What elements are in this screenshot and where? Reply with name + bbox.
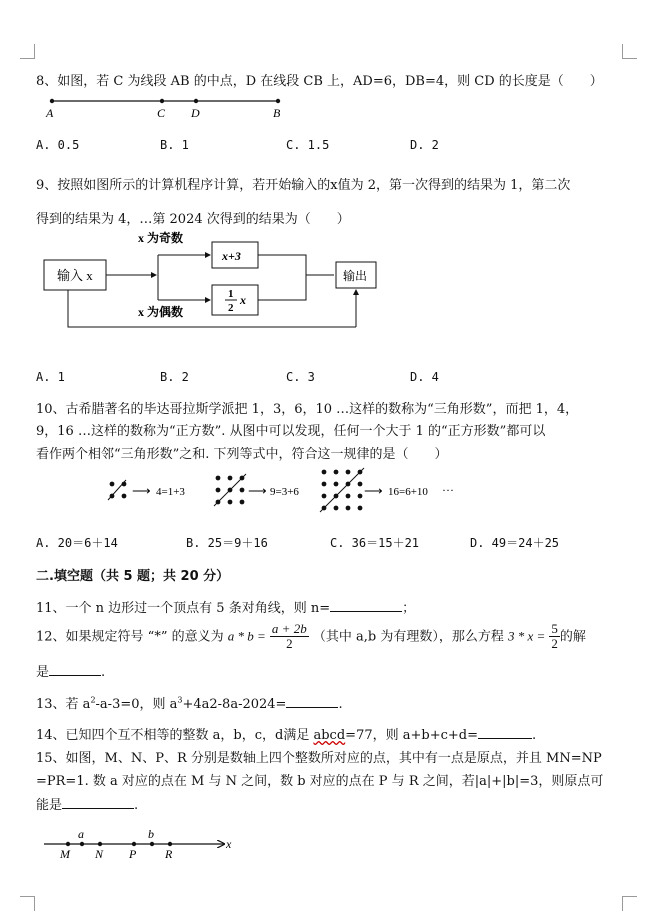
question-12-line-2 xyxy=(36,661,105,680)
label-n: N xyxy=(95,847,104,861)
square-2x2 xyxy=(108,480,126,500)
q10-dot-diagrams xyxy=(100,466,470,520)
q12-pre: 12、如果规定符号 “*” 的意义为 xyxy=(36,629,224,645)
equation-16: 16=6+10 xyxy=(388,486,428,498)
point-m xyxy=(66,842,70,846)
q12-def-fraction xyxy=(270,622,309,652)
q14-underlined: abcd xyxy=(313,728,346,743)
even-op-variable: x xyxy=(240,293,246,307)
odd-operation: x+3 xyxy=(222,249,241,263)
label-b-value: b xyxy=(148,827,154,841)
question-14 xyxy=(36,724,536,743)
q12-line2: 是 xyxy=(36,665,50,680)
question-9-line-2: 得到的结果为 4，…第 2024 次得到的结果为（ ） xyxy=(36,212,350,227)
q14-pre: 14、已知四个互不相等的整数 a，b，c，d满足 xyxy=(36,728,314,743)
q11-text: 11、一个 n 边形过一个顶点有 5 条对角线，则 n= xyxy=(36,601,331,616)
q14-end: . xyxy=(531,728,537,743)
equation-4: 4=1+3 xyxy=(156,486,185,498)
q12-eq-numerator: 5 xyxy=(551,621,558,636)
corner-mark-bottom-left xyxy=(20,896,35,911)
q14-mid: =77，则 a+b+c+d= xyxy=(345,728,478,743)
q13-sup-1: 2 xyxy=(90,695,96,705)
q12-mid: （其中 a,b 为有理数），那么方程 xyxy=(312,629,504,645)
equation-9: 9=3+6 xyxy=(270,486,299,498)
even-op-numerator: 1 xyxy=(228,288,234,300)
point-d xyxy=(194,99,198,103)
q8-option-b[interactable]: B. 1 xyxy=(160,138,189,152)
q13-end: . xyxy=(338,697,343,712)
q12-post: 的解 xyxy=(559,629,586,645)
point-c xyxy=(160,99,164,103)
q14-answer-blank[interactable] xyxy=(478,726,532,739)
section-fill-in-title: 二.填空题（共 5 题；共 20 分） xyxy=(36,569,230,584)
point-b xyxy=(276,99,280,103)
label-m: M xyxy=(60,847,70,861)
q11-answer-blank[interactable] xyxy=(330,599,402,612)
question-8-text: 8、如图，若 C 为线段 AB 的中点，D 在线段 CB 上，AD=6，DB=4，则 CD 的长度是（ ） xyxy=(36,74,603,89)
q10-option-a[interactable]: A. 20＝6＋14 xyxy=(36,536,118,550)
q15-number-line xyxy=(40,826,240,866)
q8-option-d[interactable]: D. 2 xyxy=(410,138,439,152)
q13-mid-1: -a-3=0，则 a xyxy=(95,697,178,712)
q15-line3: 能是 xyxy=(36,798,63,813)
q9-option-d[interactable]: D. 4 xyxy=(410,370,439,384)
q12-eq-lhs: 3 * x = xyxy=(507,628,546,644)
q12-def-lhs: a * b = xyxy=(227,628,266,644)
q13-pre: 13、若 a xyxy=(36,697,91,712)
point-a-value xyxy=(80,842,84,846)
point-n xyxy=(98,842,102,846)
q10-option-c[interactable]: C. 36＝15＋21 xyxy=(330,536,420,550)
arrow-2: ⟶ xyxy=(248,483,267,498)
q12-answer-blank[interactable] xyxy=(49,663,101,676)
square-3x3 xyxy=(214,474,246,506)
input-label: 输入 x xyxy=(57,268,93,283)
question-10-line-3: 看作两个相邻“三角形数”之和. 下列等式中，符合这一规律的是（ ） xyxy=(36,447,448,462)
label-d: D xyxy=(191,106,200,120)
label-b: B xyxy=(273,106,281,120)
question-10-line-2: 9，16 …这样的数称为“正方数”. 从图中可以发现，任何一个大于 1 的“正方形数”都可以 xyxy=(36,424,546,439)
q10-option-b[interactable]: B. 25＝9＋16 xyxy=(186,536,268,550)
label-p: P xyxy=(129,847,137,861)
q9-option-c[interactable]: C. 3 xyxy=(286,370,315,384)
point-a xyxy=(50,99,54,103)
q8-option-a[interactable]: A. 0.5 xyxy=(36,138,80,152)
point-p xyxy=(132,842,136,846)
output-label: 输出 xyxy=(343,269,368,283)
q9-option-b[interactable]: B. 2 xyxy=(160,370,189,384)
q15-answer-blank[interactable] xyxy=(62,796,134,809)
question-15-line-3 xyxy=(36,794,138,813)
axis-variable: x xyxy=(226,837,232,851)
even-condition-label: x 为偶数 xyxy=(138,305,184,319)
q8-segment-diagram xyxy=(40,92,300,122)
q12-eq-fraction xyxy=(549,622,560,652)
q9-flowchart xyxy=(40,228,390,332)
question-15-line-2: =PR=1. 数 a 对应的点在 M 与 N 之间，数 b 对应的点在 P 与 R 之间，若|a|+|b|=3，则原点可 xyxy=(36,774,604,789)
corner-mark-top-left xyxy=(20,44,35,59)
even-op-denominator: 2 xyxy=(228,302,234,314)
q13-mid-2: +4a2-8a-2024= xyxy=(182,697,287,712)
question-10-line-1: 10、古希腊著名的毕达哥拉斯学派把 1，3，6，10 …这样的数称为“三角形数”，而把 1，4， xyxy=(36,402,579,417)
arrow-3: ⟶ xyxy=(364,483,383,498)
q12-eq-denominator: 2 xyxy=(551,636,558,652)
q12-def-denominator: 2 xyxy=(286,636,293,652)
q12-def-numerator: a + 2b xyxy=(271,621,307,636)
question-9-line-1: 9、按照如图所示的计算机程序计算，若开始输入的x值为 2，第一次得到的结果为 1，第二次 xyxy=(36,178,571,193)
point-r xyxy=(168,842,172,846)
q15-end: . xyxy=(134,798,139,813)
q12-end: . xyxy=(101,665,106,680)
square-4x4 xyxy=(320,468,364,512)
question-13 xyxy=(36,693,343,712)
q13-sup-2: 3 xyxy=(177,695,183,705)
point-b-value xyxy=(150,842,154,846)
ellipsis: ··· xyxy=(442,483,454,497)
q8-option-c[interactable]: C. 1.5 xyxy=(286,138,330,152)
question-11 xyxy=(36,597,415,616)
q13-answer-blank[interactable] xyxy=(286,695,338,708)
question-15-line-1: 15、如图，M、N、P、R 分别是数轴上四个整数所对应的点，其中有一点是原点，并且 MN=NP xyxy=(36,751,602,766)
question-12-line-1 xyxy=(36,622,586,652)
label-a-value: a xyxy=(78,827,84,841)
q10-option-d[interactable]: D. 49＝24＋25 xyxy=(470,536,560,550)
odd-condition-label: x 为奇数 xyxy=(138,231,184,245)
label-r: R xyxy=(165,847,173,861)
q11-end: ； xyxy=(402,601,416,616)
q9-option-a[interactable]: A. 1 xyxy=(36,370,65,384)
label-a: A xyxy=(46,106,54,120)
corner-mark-top-right xyxy=(622,44,637,59)
arrow-1: ⟶ xyxy=(132,483,151,498)
corner-mark-bottom-right xyxy=(622,896,637,911)
label-c: C xyxy=(157,106,166,120)
